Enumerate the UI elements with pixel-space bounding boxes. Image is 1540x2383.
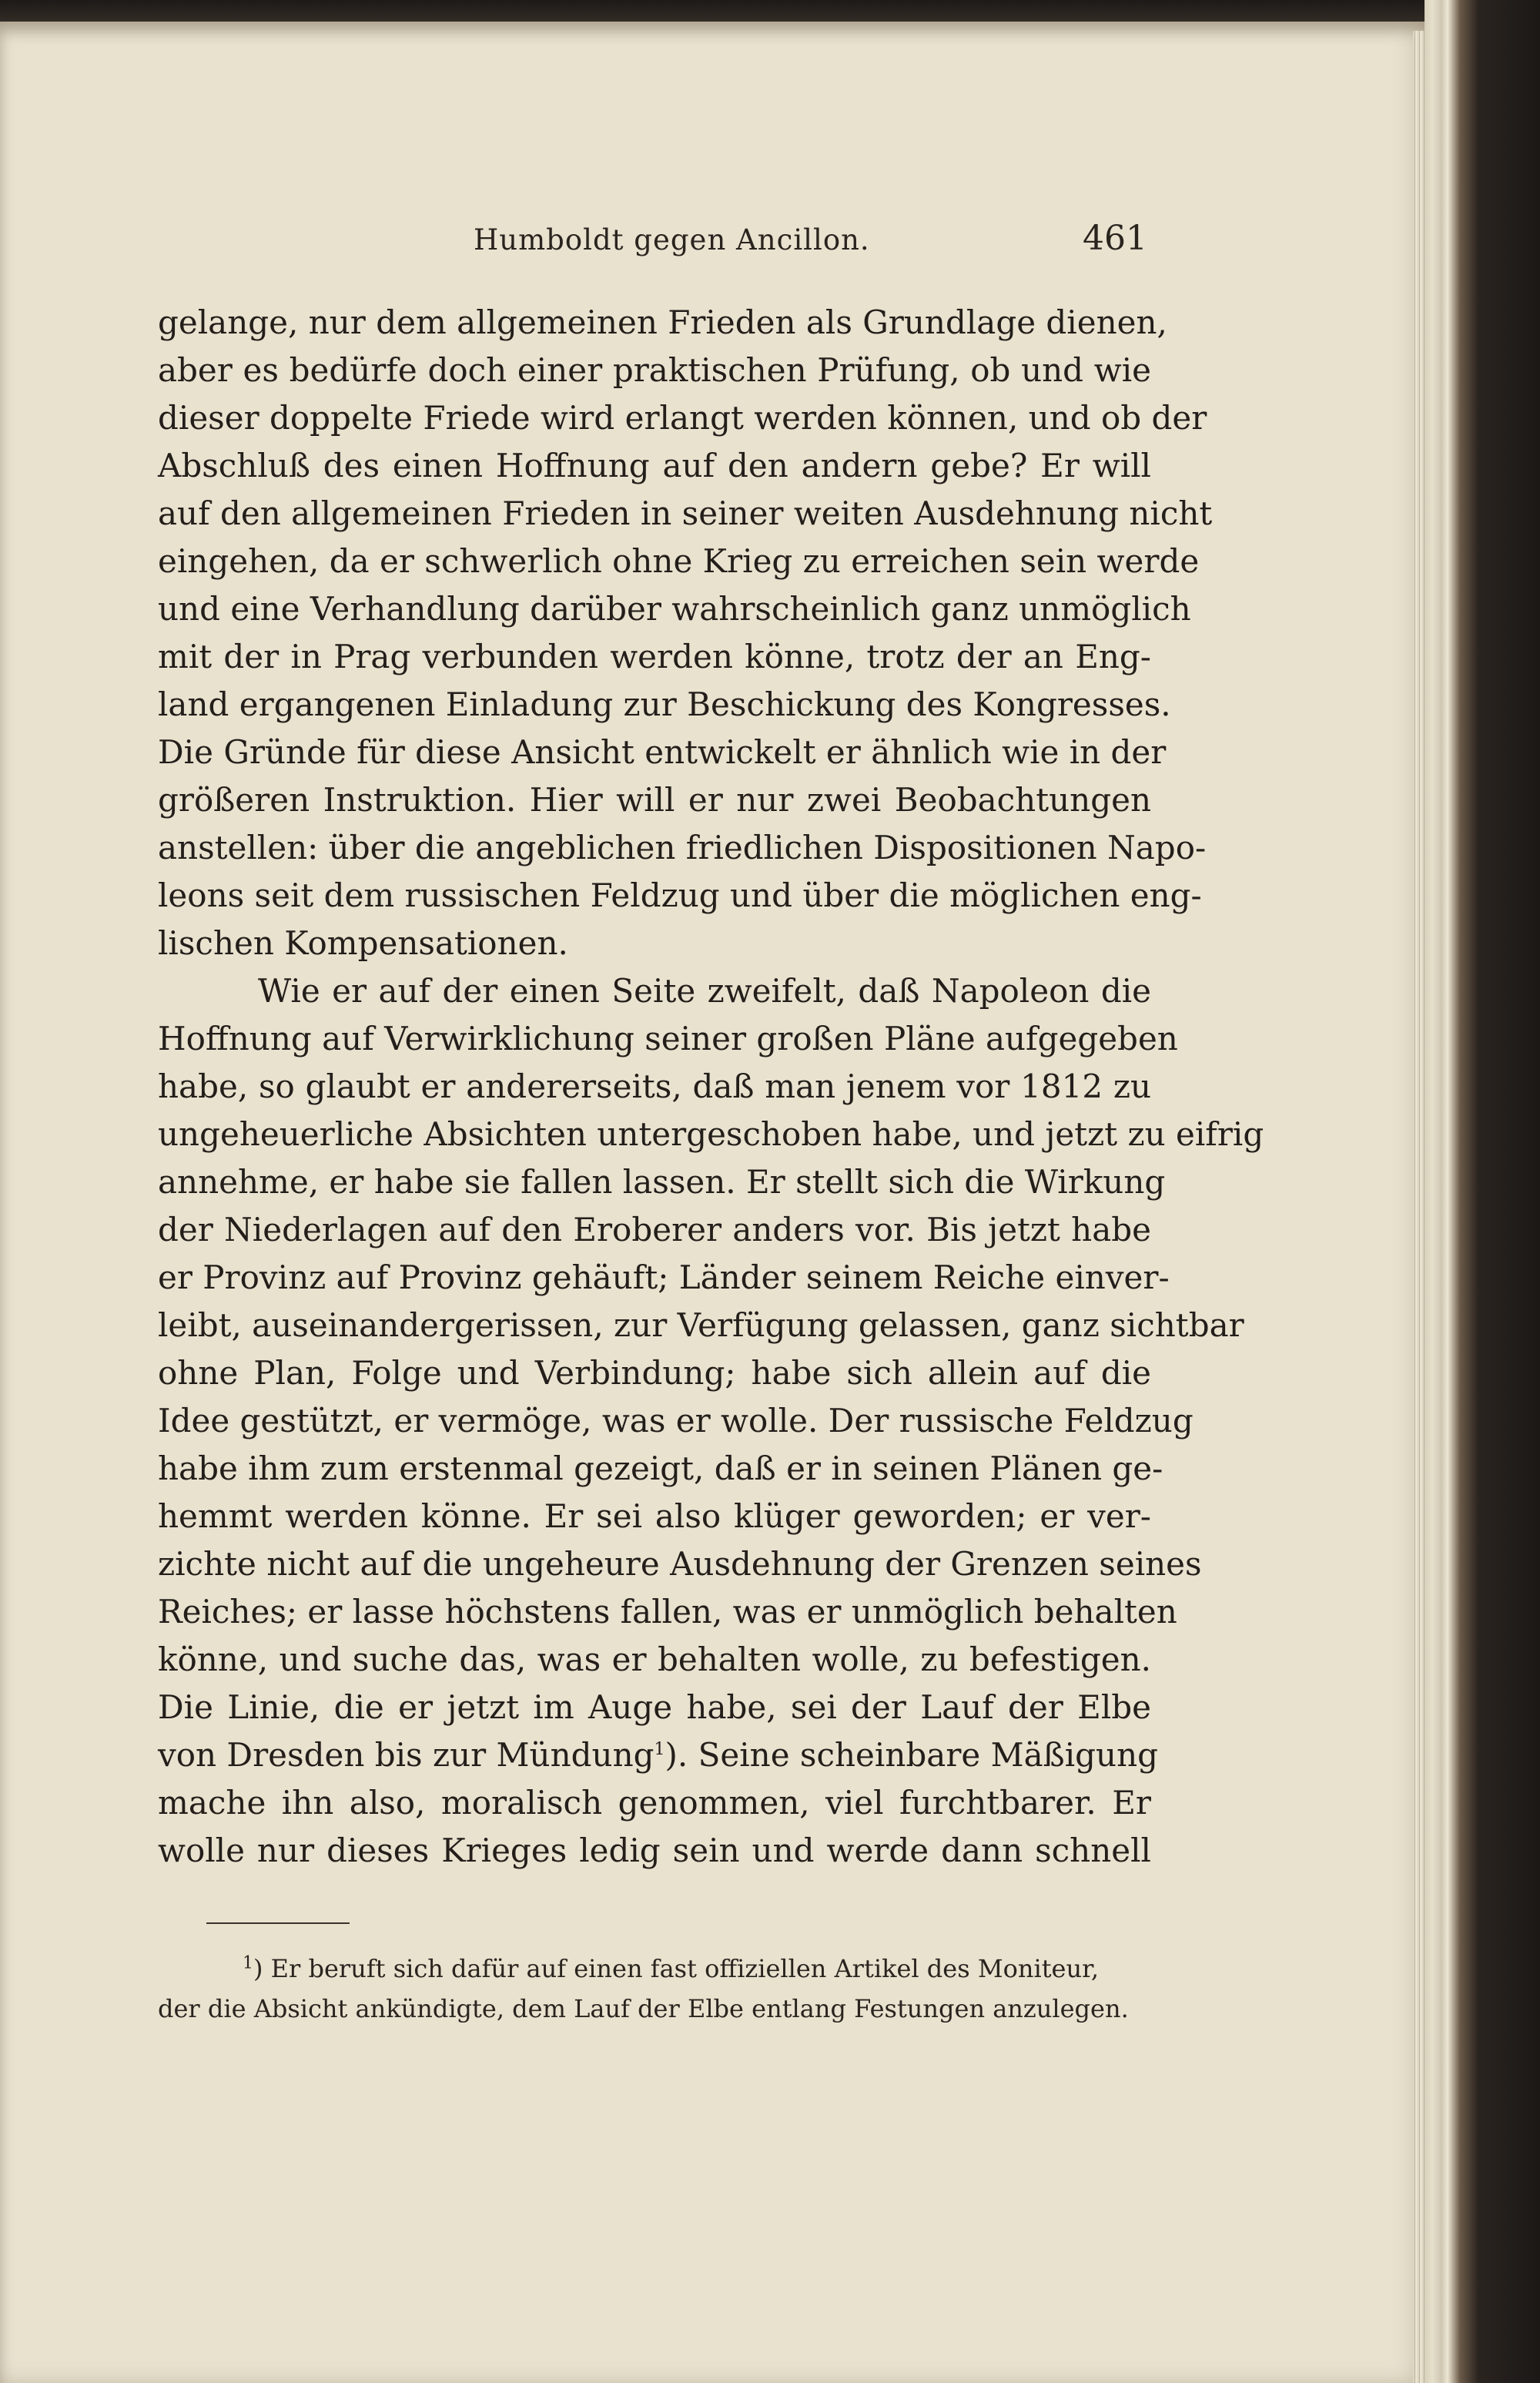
text-line: der Niederlagen auf den Eroberer anders vor. Bis jetzt habe: [158, 1211, 1151, 1248]
text-line: habe ihm zum erstenmal gezeigt, daß er in seinen Plänen ge-: [158, 1450, 1163, 1487]
text-fragment: ). Seine scheinbare Mäßigung: [665, 1736, 1159, 1774]
footnote-line: der die Absicht ankündigte, dem Lauf der Elbe entlang Festungen anzulegen.: [158, 1994, 1129, 2023]
footnote-divider: [206, 1922, 350, 1924]
text-line-paragraph-start: Wie er auf der einen Seite zweifelt, daß Napoleon die: [258, 972, 1151, 1010]
text-line: land ergangenen Einladung zur Beschickung des Kongresses.: [158, 685, 1171, 723]
text-line: leibt, auseinandergerissen, zur Verfügung gelassen, ganz sichtbar: [158, 1306, 1244, 1344]
text-line: Die Gründe für diese Ansicht entwickelt er ähnlich wie in der: [158, 733, 1167, 771]
text-line: und eine Verhandlung darüber wahrscheinlich ganz unmöglich: [158, 590, 1191, 628]
text-line: Hoffnung auf Verwirklichung seiner großen Pläne aufgegeben: [158, 1020, 1178, 1057]
text-line: ohne Plan, Folge und Verbindung; habe sich allein auf die: [158, 1354, 1151, 1392]
text-line: Reiches; er lasse höchstens fallen, was er unmöglich behalten: [158, 1593, 1177, 1631]
text-line-with-footnote: [158, 1731, 1159, 1779]
text-line: dieser doppelte Friede wird erlangt werden können, und ob der: [158, 399, 1207, 437]
text-line: hemmt werden könne. Er sei also klüger geworden; er ver-: [158, 1497, 1151, 1535]
text-line: Abschluß des einen Hoffnung auf den andern gebe? Er will: [158, 447, 1151, 484]
footnote-line: [158, 1949, 1159, 1989]
text-line: ungeheuerliche Absichten untergeschoben habe, und jetzt zu eifrig: [158, 1115, 1264, 1153]
text-line: anstellen: über die angeblichen friedlichen Dispositionen Napo-: [158, 829, 1207, 866]
book-binding-right: [1424, 0, 1540, 2383]
footnote-paren: ): [253, 1954, 263, 1983]
text-line: habe, so glaubt er andererseits, daß man jenem vor 1812 zu: [158, 1067, 1151, 1105]
running-head: Humboldt gegen Ancillon.: [474, 223, 870, 256]
footnote-reference: 1: [654, 1740, 665, 1759]
text-line: Die Linie, die er jetzt im Auge habe, sei der Lauf der Elbe: [158, 1688, 1151, 1726]
page-number: 461: [1083, 219, 1147, 258]
page-header: [154, 219, 1147, 270]
text-fragment: von Dresden bis zur Mündung: [158, 1736, 654, 1774]
body-text: [158, 299, 1264, 1875]
text-line: mit der in Prag verbunden werden könne, trotz der an Eng-: [158, 638, 1151, 675]
text-line: mache ihn also, moralisch genommen, viel furchtbarer. Er: [158, 1784, 1151, 1822]
text-line: Idee gestützt, er vermöge, was er wolle. Der russische Feldzug: [158, 1402, 1194, 1440]
text-line: er Provinz auf Provinz gehäuft; Länder seinem Reiche einver-: [158, 1259, 1170, 1296]
text-line: gelange, nur dem allgemeinen Frieden als Grundlage dienen,: [158, 303, 1167, 341]
footnote-text: Er beruft sich dafür auf einen fast offiziellen Artikel des Moniteur,: [270, 1954, 1100, 1983]
text-line-paragraph-end: lischen Kompensationen.: [158, 924, 568, 962]
footnote-marker: 1: [243, 1953, 253, 1973]
text-line: könne, und suche das, was er behalten wolle, zu befestigen.: [158, 1641, 1151, 1678]
text-line: wolle nur dieses Krieges ledig sein und werde dann schnell: [158, 1832, 1151, 1869]
text-line: aber es bedürfe doch einer praktischen Prüfung, ob und wie: [158, 351, 1151, 389]
text-line: annehme, er habe sie fallen lassen. Er stellt sich die Wirkung: [158, 1163, 1166, 1201]
text-line: auf den allgemeinen Frieden in seiner weiten Ausdehnung nicht: [158, 494, 1213, 532]
text-line: zichte nicht auf die ungeheure Ausdehnung der Grenzen seines: [158, 1545, 1202, 1583]
text-line: größeren Instruktion. Hier will er nur zwei Beobachtungen: [158, 781, 1151, 819]
footnotes: [158, 1949, 1159, 2029]
text-line: leons seit dem russischen Feldzug und über die möglichen eng-: [158, 876, 1202, 914]
text-line: eingehen, da er schwerlich ohne Krieg zu erreichen sein werde: [158, 542, 1200, 580]
